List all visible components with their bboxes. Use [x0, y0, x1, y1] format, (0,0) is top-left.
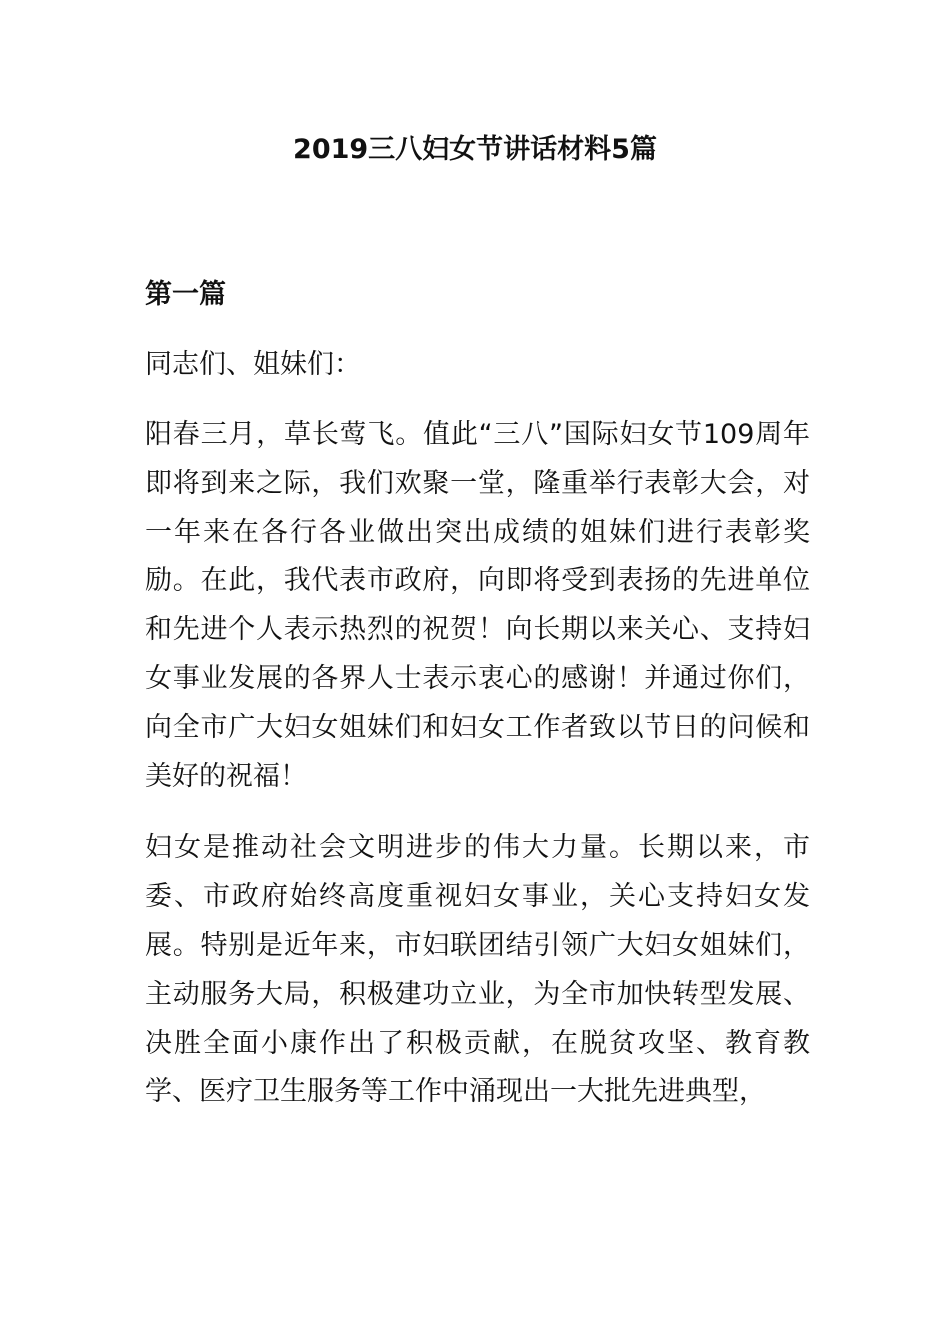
document-title: 2019三八妇女节讲话材料5篇: [293, 134, 657, 165]
salutation: 同志们、姐妹们：: [145, 349, 361, 380]
section-heading: 第一篇: [145, 279, 226, 310]
paragraph: 阳春三月，草长莺飞。值此“三八”国际妇女节109周年即将到来之际，我们欢聚一堂，隆重举行表彰大会，对一年来在各行各业做出突出成绩的姐妹们进行表彰奖励。在此，我代表市政府，向即将受到表扬的先进单位和先进个人表示热烈的祝贺！向长期以来关心、支持妇女事业发展的各界人士表示衷心的感谢！并通过你们，向全市广大妇女姐妹们和妇女工作者致以节日的问候和美好的祝福！: [145, 419, 810, 792]
paragraph: 妇女是推动社会文明进步的伟大力量。长期以来，市委、市政府始终高度重视妇女事业，关心支持妇女发展。特别是近年来，市妇联团结引领广大妇女姐妹们，主动服务大局，积极建功立业，为全市加快转型发展、决胜全面小康作出了积极贡献，在脱贫攻坚、教育教学、医疗卫生服务等工作中涌现出一大批先进典型，: [145, 832, 810, 1108]
document-body: [145, 270, 810, 1140]
